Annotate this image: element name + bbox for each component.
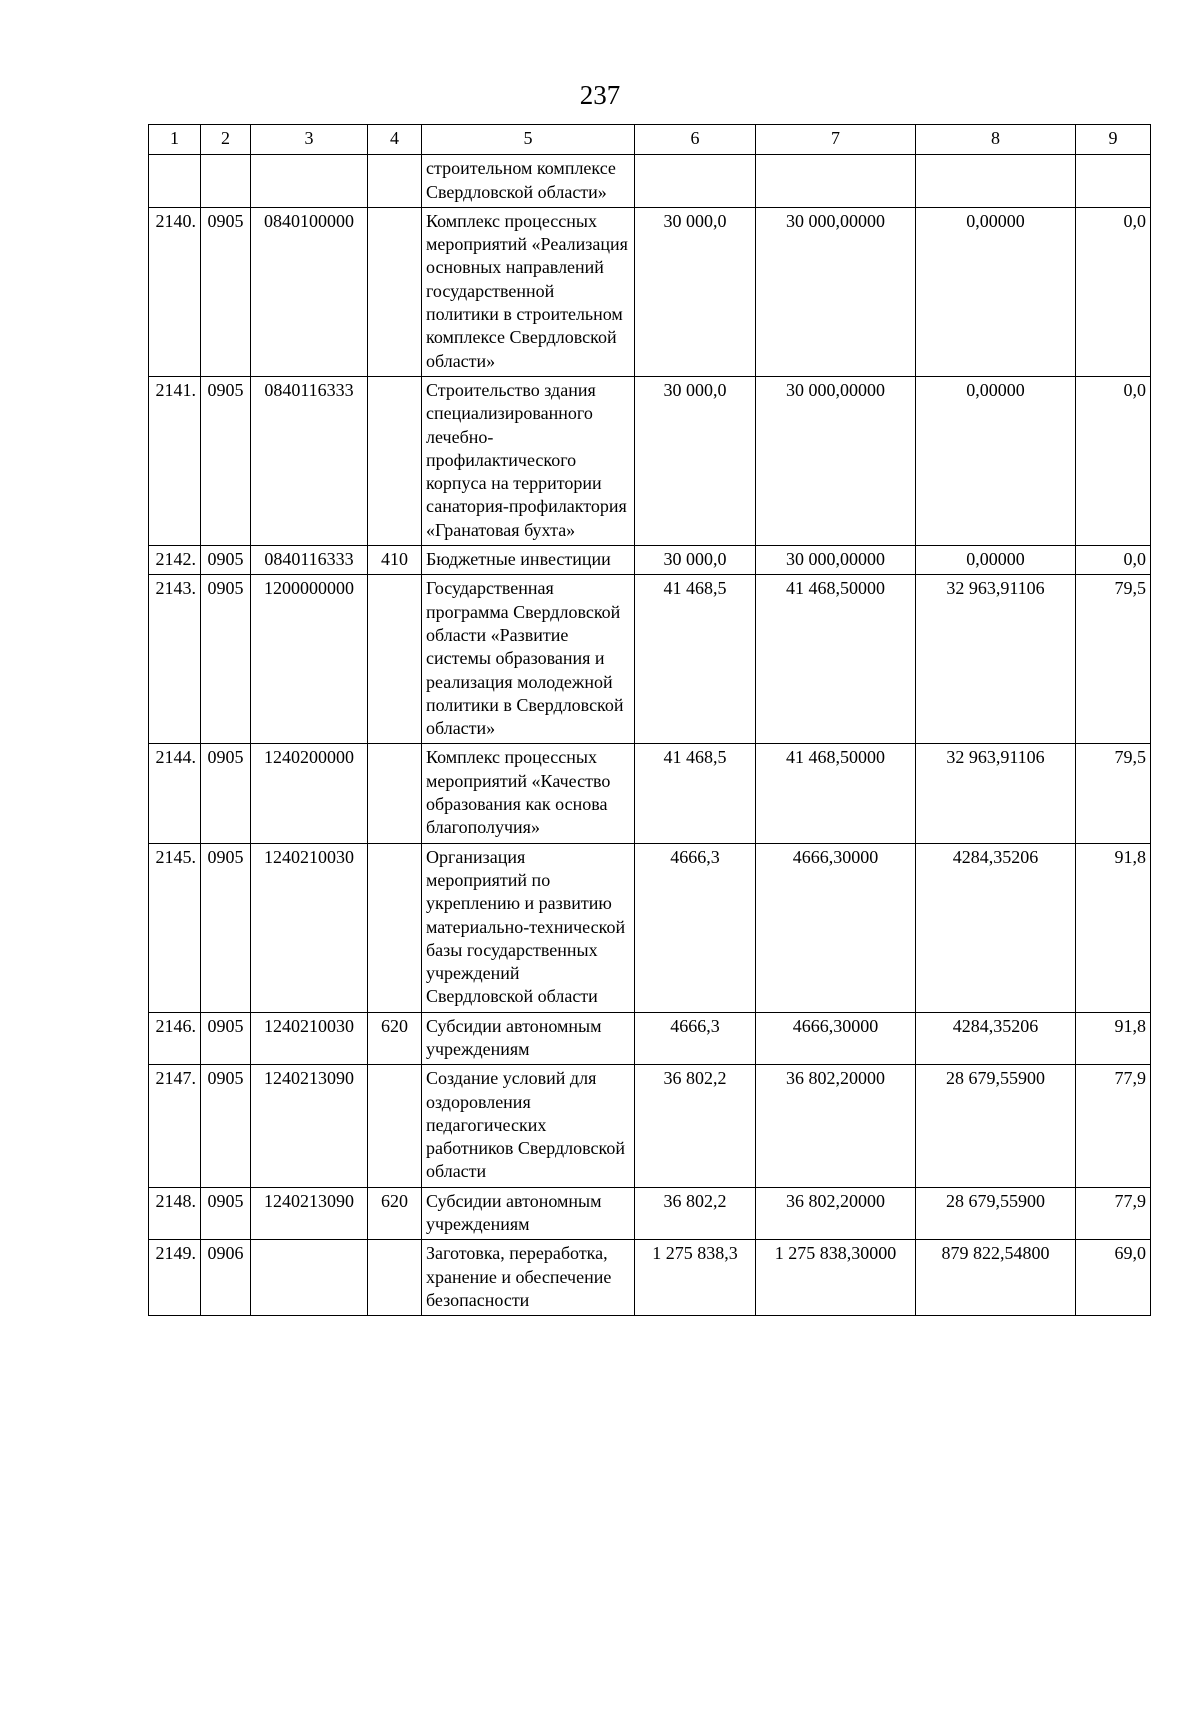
row-number-cell: 2147. bbox=[149, 1065, 201, 1187]
name-cell: Бюджетные инвестиции bbox=[422, 546, 635, 575]
plan-amount-full-cell: 4666,30000 bbox=[756, 1012, 916, 1065]
table-row bbox=[149, 1240, 1151, 1316]
percent-cell: 69,0 bbox=[1076, 1240, 1151, 1316]
expense-type-cell bbox=[368, 1065, 422, 1187]
plan-amount-cell bbox=[635, 155, 756, 208]
plan-amount-cell: 4666,3 bbox=[635, 843, 756, 1012]
section-code-cell: 0905 bbox=[201, 207, 251, 376]
executed-amount-cell: 0,00000 bbox=[916, 207, 1076, 376]
executed-amount-cell: 4284,35206 bbox=[916, 843, 1076, 1012]
plan-amount-full-cell: 36 802,20000 bbox=[756, 1065, 916, 1187]
budget-table bbox=[148, 124, 1151, 1316]
name-cell: Создание условий для оздоровления педагогических работников Свердловской области bbox=[422, 1065, 635, 1187]
plan-amount-cell: 36 802,2 bbox=[635, 1187, 756, 1240]
percent-cell: 91,8 bbox=[1076, 1012, 1151, 1065]
plan-amount-full-cell: 36 802,20000 bbox=[756, 1187, 916, 1240]
executed-amount-cell: 32 963,91106 bbox=[916, 744, 1076, 843]
percent-cell: 0,0 bbox=[1076, 546, 1151, 575]
col-header: 9 bbox=[1076, 125, 1151, 155]
plan-amount-cell: 41 468,5 bbox=[635, 575, 756, 744]
table-row bbox=[149, 207, 1151, 376]
column-number-header bbox=[149, 125, 1151, 155]
target-code-cell: 0840100000 bbox=[251, 207, 368, 376]
col-header: 7 bbox=[756, 125, 916, 155]
row-number-cell: 2140. bbox=[149, 207, 201, 376]
executed-amount-cell: 0,00000 bbox=[916, 546, 1076, 575]
table-row bbox=[149, 546, 1151, 575]
plan-amount-full-cell: 41 468,50000 bbox=[756, 575, 916, 744]
target-code-cell: 1240213090 bbox=[251, 1187, 368, 1240]
expense-type-cell bbox=[368, 207, 422, 376]
target-code-cell: 1240213090 bbox=[251, 1065, 368, 1187]
target-code-cell: 1200000000 bbox=[251, 575, 368, 744]
plan-amount-full-cell: 4666,30000 bbox=[756, 843, 916, 1012]
percent-cell bbox=[1076, 155, 1151, 208]
plan-amount-full-cell: 1 275 838,30000 bbox=[756, 1240, 916, 1316]
plan-amount-cell: 30 000,0 bbox=[635, 207, 756, 376]
target-code-cell bbox=[251, 1240, 368, 1316]
percent-cell: 91,8 bbox=[1076, 843, 1151, 1012]
row-number-cell: 2149. bbox=[149, 1240, 201, 1316]
name-cell: Субсидии автономным учреждениям bbox=[422, 1187, 635, 1240]
target-code-cell bbox=[251, 155, 368, 208]
col-header: 8 bbox=[916, 125, 1076, 155]
percent-cell: 77,9 bbox=[1076, 1187, 1151, 1240]
col-header: 2 bbox=[201, 125, 251, 155]
row-number-cell: 2142. bbox=[149, 546, 201, 575]
plan-amount-full-cell: 30 000,00000 bbox=[756, 376, 916, 545]
section-code-cell: 0905 bbox=[201, 376, 251, 545]
row-number-cell: 2144. bbox=[149, 744, 201, 843]
plan-amount-full-cell bbox=[756, 155, 916, 208]
expense-type-cell: 410 bbox=[368, 546, 422, 575]
percent-cell: 79,5 bbox=[1076, 575, 1151, 744]
name-cell: Строительство здания специализированного лечебно-профилактического корпуса на территории санатория-профилактория «Гранатовая бухта» bbox=[422, 376, 635, 545]
section-code-cell: 0905 bbox=[201, 1065, 251, 1187]
percent-cell: 0,0 bbox=[1076, 207, 1151, 376]
row-number-cell: 2141. bbox=[149, 376, 201, 545]
name-cell: Заготовка, переработка, хранение и обеспечение безопасности bbox=[422, 1240, 635, 1316]
plan-amount-cell: 30 000,0 bbox=[635, 376, 756, 545]
percent-cell: 77,9 bbox=[1076, 1065, 1151, 1187]
target-code-cell: 0840116333 bbox=[251, 376, 368, 545]
row-number-cell: 2143. bbox=[149, 575, 201, 744]
row-number-cell: 2145. bbox=[149, 843, 201, 1012]
name-cell: Субсидии автономным учреждениям bbox=[422, 1012, 635, 1065]
plan-amount-full-cell: 41 468,50000 bbox=[756, 744, 916, 843]
col-header: 3 bbox=[251, 125, 368, 155]
executed-amount-cell: 879 822,54800 bbox=[916, 1240, 1076, 1316]
section-code-cell: 0906 bbox=[201, 1240, 251, 1316]
name-cell: строительном комплексе Свердловской области» bbox=[422, 155, 635, 208]
percent-cell: 79,5 bbox=[1076, 744, 1151, 843]
target-code-cell: 0840116333 bbox=[251, 546, 368, 575]
section-code-cell: 0905 bbox=[201, 1187, 251, 1240]
col-header: 5 bbox=[422, 125, 635, 155]
executed-amount-cell: 28 679,55900 bbox=[916, 1065, 1076, 1187]
target-code-cell: 1240210030 bbox=[251, 843, 368, 1012]
name-cell: Комплекс процессных мероприятий «Реализация основных направлений государственной политики в строительном комплексе Свердловской области» bbox=[422, 207, 635, 376]
expense-type-cell bbox=[368, 155, 422, 208]
section-code-cell: 0905 bbox=[201, 1012, 251, 1065]
target-code-cell: 1240210030 bbox=[251, 1012, 368, 1065]
row-number-cell: 2148. bbox=[149, 1187, 201, 1240]
section-code-cell: 0905 bbox=[201, 744, 251, 843]
executed-amount-cell bbox=[916, 155, 1076, 208]
table-row bbox=[149, 1012, 1151, 1065]
executed-amount-cell: 28 679,55900 bbox=[916, 1187, 1076, 1240]
name-cell: Организация мероприятий по укреплению и развитию материально-технической базы государственных учреждений Свердловской области bbox=[422, 843, 635, 1012]
section-code-cell bbox=[201, 155, 251, 208]
col-header: 1 bbox=[149, 125, 201, 155]
table-row bbox=[149, 155, 1151, 208]
col-header: 6 bbox=[635, 125, 756, 155]
plan-amount-cell: 36 802,2 bbox=[635, 1065, 756, 1187]
executed-amount-cell: 32 963,91106 bbox=[916, 575, 1076, 744]
plan-amount-full-cell: 30 000,00000 bbox=[756, 207, 916, 376]
page-number: 237 bbox=[579, 80, 621, 110]
table-row bbox=[149, 575, 1151, 744]
expense-type-cell bbox=[368, 575, 422, 744]
expense-type-cell bbox=[368, 376, 422, 545]
plan-amount-full-cell: 30 000,00000 bbox=[756, 546, 916, 575]
percent-cell: 0,0 bbox=[1076, 376, 1151, 545]
executed-amount-cell: 4284,35206 bbox=[916, 1012, 1076, 1065]
expense-type-cell bbox=[368, 1240, 422, 1316]
section-code-cell: 0905 bbox=[201, 546, 251, 575]
col-header: 4 bbox=[368, 125, 422, 155]
plan-amount-cell: 30 000,0 bbox=[635, 546, 756, 575]
row-number-cell: 2146. bbox=[149, 1012, 201, 1065]
table-row bbox=[149, 843, 1151, 1012]
plan-amount-cell: 4666,3 bbox=[635, 1012, 756, 1065]
table-row bbox=[149, 1187, 1151, 1240]
table-row bbox=[149, 1065, 1151, 1187]
name-cell: Комплекс процессных мероприятий «Качество образования как основа благополучия» bbox=[422, 744, 635, 843]
table-row bbox=[149, 376, 1151, 545]
section-code-cell: 0905 bbox=[201, 575, 251, 744]
expense-type-cell: 620 bbox=[368, 1012, 422, 1065]
plan-amount-cell: 1 275 838,3 bbox=[635, 1240, 756, 1316]
expense-type-cell: 620 bbox=[368, 1187, 422, 1240]
row-number-cell bbox=[149, 155, 201, 208]
name-cell: Государственная программа Свердловской области «Развитие системы образования и реализация молодежной политики в Свердловской области» bbox=[422, 575, 635, 744]
plan-amount-cell: 41 468,5 bbox=[635, 744, 756, 843]
executed-amount-cell: 0,00000 bbox=[916, 376, 1076, 545]
expense-type-cell bbox=[368, 843, 422, 1012]
table-row bbox=[149, 744, 1151, 843]
section-code-cell: 0905 bbox=[201, 843, 251, 1012]
target-code-cell: 1240200000 bbox=[251, 744, 368, 843]
expense-type-cell bbox=[368, 744, 422, 843]
